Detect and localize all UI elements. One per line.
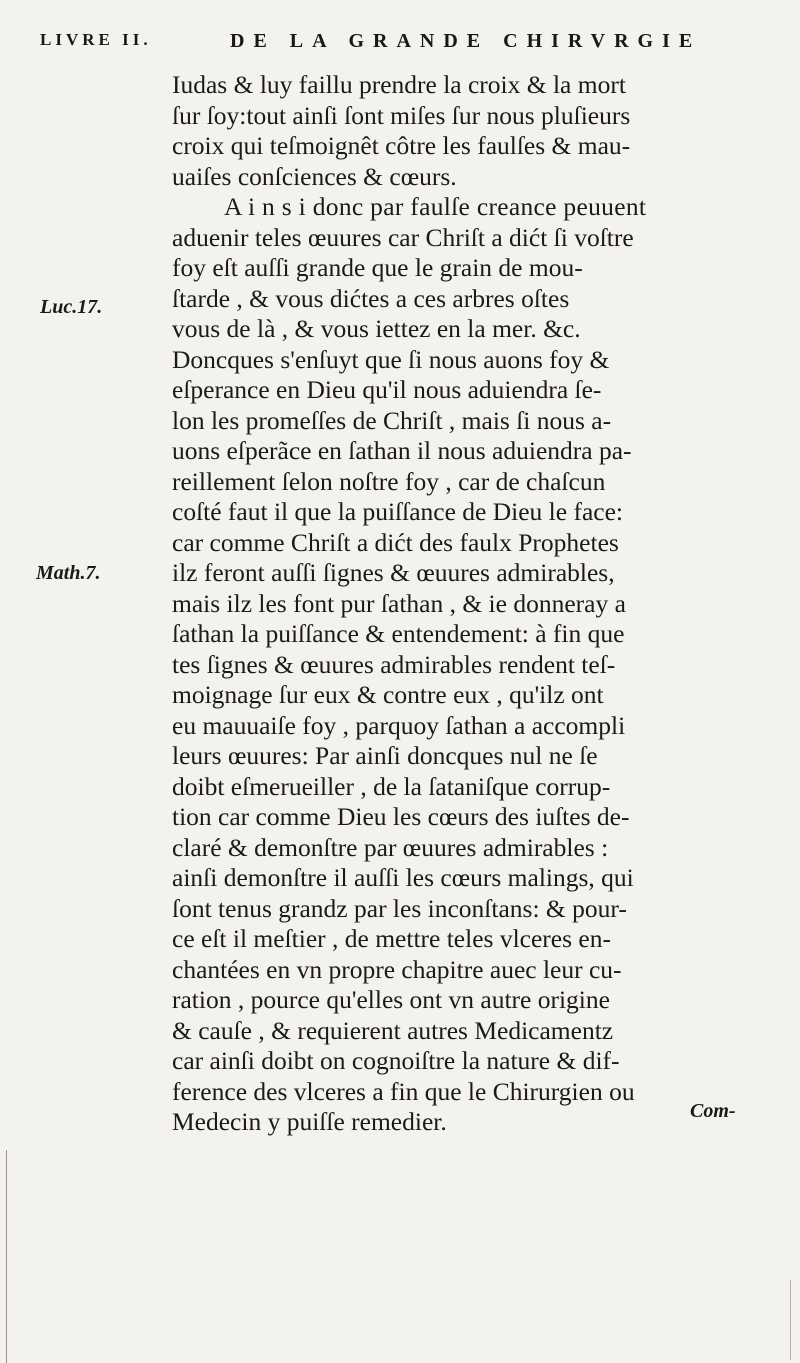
text-line: eu mauuaiſe foy , parquoy ſathan a accompli [172,710,626,740]
text-line: leurs œuures: Par ainſi doncques nul ne ſe [172,741,598,770]
text-line: ce eſt il meſtier , de mettre teles vlceres en- [172,924,611,953]
text-line: ſtarde , & vous dićtes a ces arbres oſtes [172,283,570,313]
running-head [40,30,760,60]
text-line: Iudas & luy faillu prendre la croix & la mort [172,70,626,99]
margin-note-matthew: Math.7. [36,562,101,584]
text-line: chantées en vn propre chapitre auec leur cu- [172,954,622,984]
catchword: Com- [690,1100,736,1122]
text-line: ilz feront auſſi ſignes & œuures admirables, [172,558,615,587]
text-line: ference des vlceres a fin que le Chirurgien ou [172,1076,635,1106]
text-line: car ainſi doibt on cognoiſtre la nature & dif- [172,1046,620,1075]
text-line: ſathan la puiſſance & entendement: à fin que [172,619,625,648]
text-line: uons eſperãce en ſathan il nous aduiendra pa- [172,436,632,465]
text-line: Doncques s'enſuyt que ſi nous auons foy & [172,344,610,374]
text-line: aduenir teles œuures car Chriſt a dićt ſi voſtre [172,222,634,252]
text-line: reillement ſelon noſtre foy , car de chaſcun [172,466,606,496]
text-line: car comme Chriſt a dićt des faulx Prophetes [172,527,619,557]
text-line: eſperance en Dieu qu'il nous aduiendra ſe- [172,375,602,404]
margin-note-luke: Luc.17. [40,296,103,318]
text-line: claré & demonſtre par œuures admirables : [172,832,609,862]
text-line: A i n s i donc par faulſe creance peuuent [224,192,647,221]
running-head-title: DE LA GRANDE CHIRVRGIE [230,30,702,52]
text-line: & cauſe , & requierent autres Medicamentz [172,1015,614,1045]
text-line: croix qui teſmoignêt côtre les faulſes & mau- [172,131,631,160]
text-line: foy eſt auſſi grande que le grain de mou- [172,253,583,282]
text-line: ſur ſoy:tout ainſi ſont miſes ſur nous pluſieurs [172,100,631,130]
text-line: tion car comme Dieu les cœurs des iuſtes de- [172,802,630,831]
text-line: coſté faut il que la puiſſance de Dieu le face: [172,497,623,526]
text-line: lon les promeſſes de Chriſt , mais ſi nous a- [172,405,612,435]
text-line: tes ſignes & œuures admirables rendent teſ- [172,649,616,679]
page-edge-mark [6,1150,7,1363]
text-line: ration , pource qu'elles ont vn autre origine [172,985,610,1014]
text-line: moignage ſur eux & contre eux , qu'ilz ont [172,680,604,709]
text-line: Medecin y puiſſe remedier. [172,1107,447,1136]
running-head-book-number: LIVRE II. [40,30,152,49]
text-line: uaiſes conſciences & cœurs. [172,161,457,191]
text-line: ſont tenus grandz par les inconſtans: & pour- [172,893,627,923]
text-line: ainſi demonſtre il auſſi les cœurs malings, qui [172,863,634,892]
page-edge-mark [790,1280,791,1360]
text-line: vous de là , & vous iettez en la mer. &c. [172,314,581,343]
text-line: doibt eſmerueiller , de la ſataniſque corrup- [172,771,611,801]
text-line: mais ilz les font pur ſathan , & ie donneray a [172,588,626,618]
